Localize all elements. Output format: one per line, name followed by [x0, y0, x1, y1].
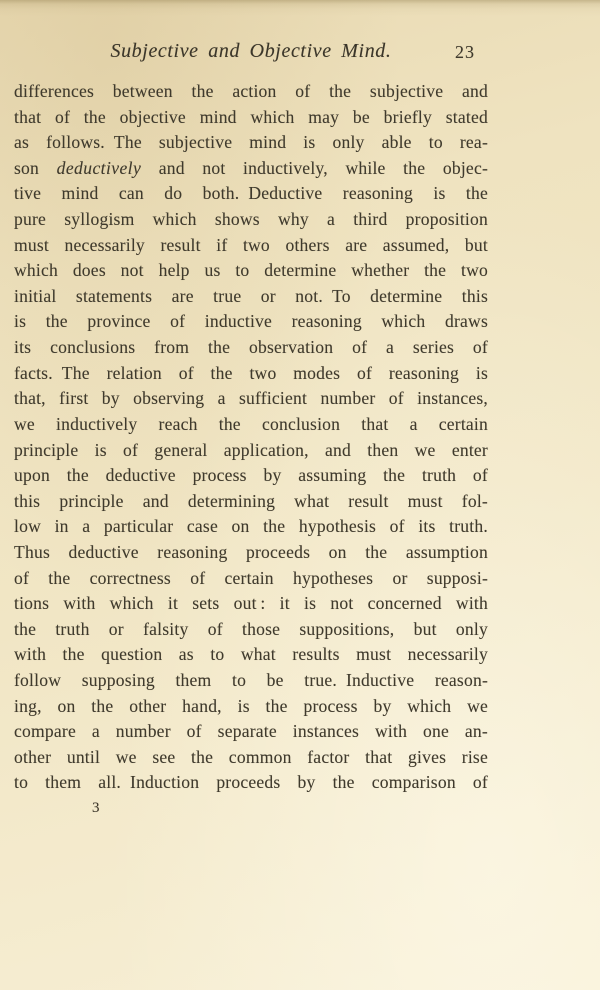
- text-line: as follows. The subjective mind is only able to rea-: [14, 132, 488, 153]
- text-line: we inductively reach the conclusion that a certain: [14, 413, 488, 434]
- running-header-title: Subjective and Objective Mind.: [110, 40, 392, 62]
- text-line: with the question as to what results must necessarily: [14, 644, 488, 665]
- body-text: [14, 79, 488, 796]
- text-line: ing, on the other hand, is the process by which we: [14, 695, 488, 716]
- text-line: principle is of general application, and then we enter: [14, 439, 488, 460]
- text-line: this principle and determining what result must fol-: [14, 490, 488, 511]
- running-header: [14, 40, 488, 63]
- text-line: is the province of inductive reasoning which draws: [14, 311, 488, 332]
- text-line: facts. The relation of the two modes of reasoning is: [14, 362, 488, 383]
- text-line: its conclusions from the observation of a series of: [14, 337, 488, 358]
- text-line: of the correctness of certain hypotheses or supposi-: [14, 567, 488, 588]
- text-line: that, first by observing a sufficient number of instances,: [14, 388, 488, 409]
- text-line: the truth or falsity of those suppositions, but only: [14, 618, 488, 639]
- signature-mark: 3: [92, 800, 100, 816]
- text-line: Thus deductive reasoning proceeds on the assumption: [14, 541, 488, 562]
- text-line: which does not help us to determine whether the two: [14, 260, 488, 281]
- text-line: that of the objective mind which may be briefly stated: [14, 106, 488, 127]
- text-line: tive mind can do both. Deductive reasoning is the: [14, 183, 488, 204]
- text-line: follow supposing them to be true. Inductive reason-: [14, 670, 488, 691]
- text-line: low in a particular case on the hypothesis of its truth.: [14, 516, 488, 537]
- page-top-edge-shadow: [0, 0, 600, 16]
- text-line: compare a number of separate instances with one an-: [14, 721, 488, 742]
- text-line: initial statements are true or not. To determine this: [14, 285, 488, 306]
- text-line: must necessarily result if two others are assumed, but: [14, 234, 488, 255]
- text-line: pure syllogism which shows why a third proposition: [14, 209, 488, 230]
- text-line: tions with which it sets out : it is not concerned with: [14, 593, 488, 614]
- text-line: upon the deductive process by assuming the truth of: [14, 465, 488, 486]
- page-number: 23: [455, 42, 475, 62]
- text-line: differences between the action of the subjective and: [14, 81, 488, 101]
- text-line: son deductively and not inductively, while the objec-: [14, 157, 489, 178]
- text-line: other until we see the common factor that gives rise: [14, 746, 488, 767]
- text-line: to them all. Induction proceeds by the comparison of: [14, 772, 488, 793]
